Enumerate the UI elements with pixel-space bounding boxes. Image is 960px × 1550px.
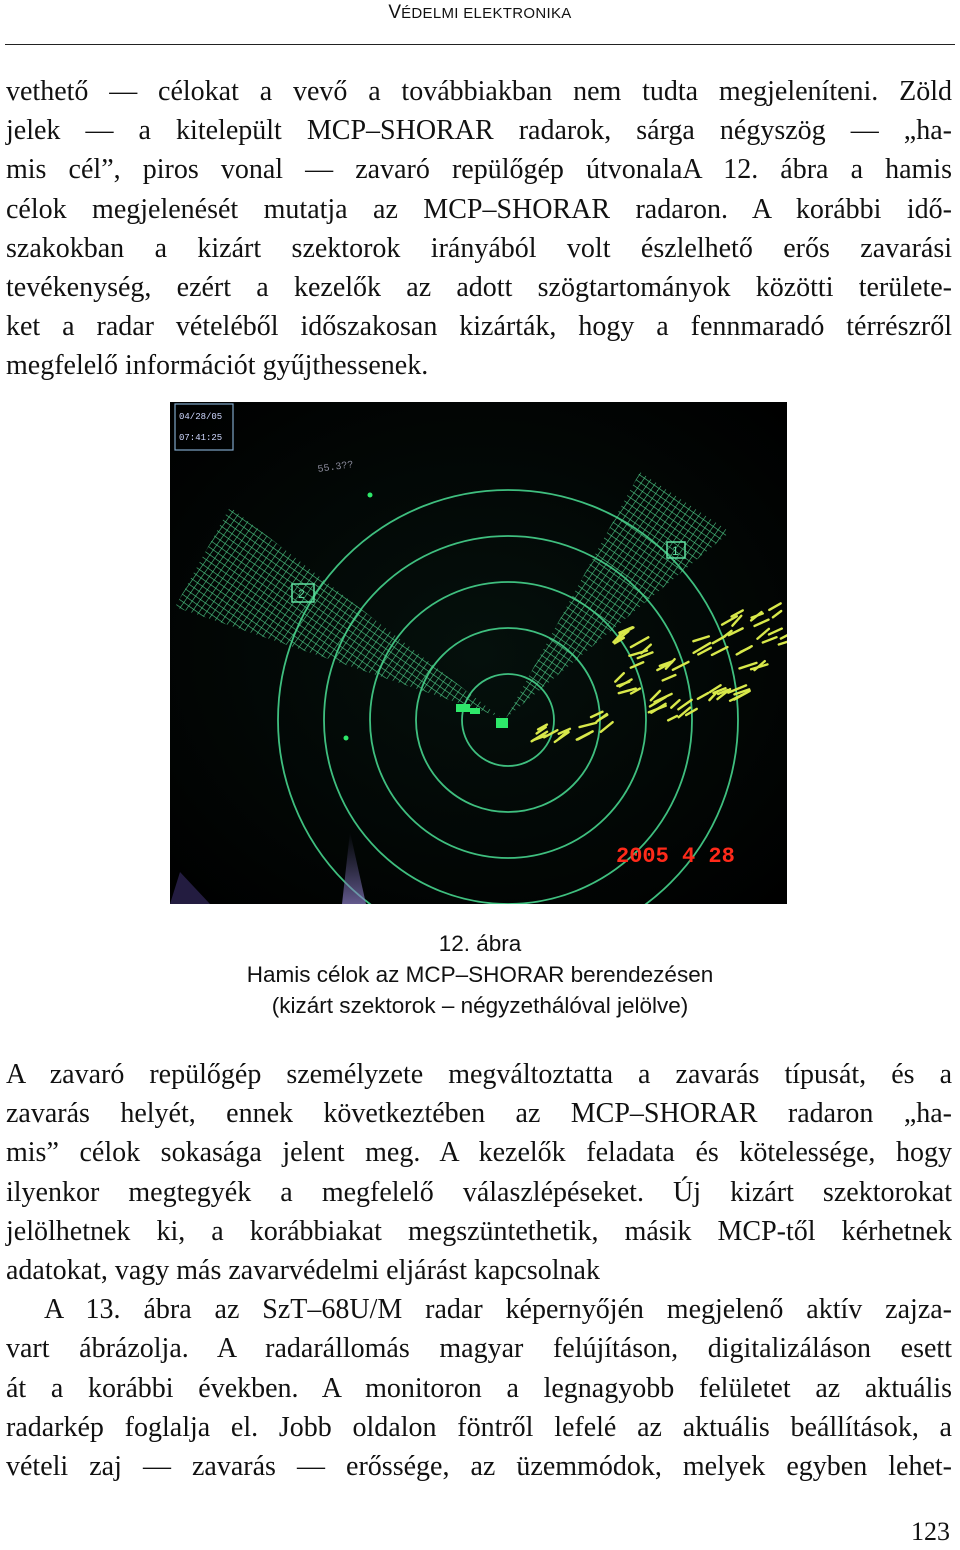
paragraph-1 [6, 72, 952, 386]
station-mark [456, 704, 470, 712]
screen-date: 04/28/05 [179, 412, 223, 422]
text-line: ilyenkor megtegyék a megfelelő válaszlépéseket. Új kizárt szektorokat [6, 1176, 952, 1208]
caption-number: 12. ábra [438, 931, 522, 956]
screen-time: 07:41:25 [179, 433, 223, 443]
text-line: vart ábrázolja. A radarállomás magyar felújításon, digitalizáláson esett [6, 1333, 952, 1365]
text-line: ket a radar vételéből időszakosan kizárták, hogy a fennmaradó térrészről [6, 311, 952, 343]
running-header [0, 2, 960, 24]
sector-1-label: 1 [672, 544, 679, 558]
text-line: vételi zaj — zavarás — erőssége, az üzemmódok, melyek egyben lehet- [6, 1450, 952, 1482]
text-line: megfelelő információt gyűjthessenek. [6, 350, 429, 382]
text-line: mis” célok sokasága jelent meg. A kezelők feladata és kötelessége, hogy [6, 1137, 952, 1169]
header-rest: ÉDELMI ELEKTRONIKA [401, 5, 572, 22]
text-line: át a korábbi években. A monitoron a legnagyobb felületet az aktuális [6, 1372, 952, 1404]
text-line: tevékenység, ezért a kezelők az adott szögtartományok közötti területe- [6, 271, 952, 303]
text-line: jelek — a kitelepült MCP–SHORAR radarok, sárga négyszög — „ha- [6, 115, 952, 147]
sector-2-label: 2 [298, 587, 305, 601]
text-line: adatokat, vagy más zavarvédelmi eljárást kapcsolnak [6, 1254, 600, 1286]
text-line: jelölhetnek ki, a korábbiakat megszüntethetik, másik MCP-től kérhetnek [6, 1215, 952, 1247]
radar-display [170, 402, 787, 904]
header-initial: V [388, 2, 402, 23]
text-line: radarkép foglalja el. Jobb oldalon föntről lefelé az aktuális beállítások, a [6, 1411, 952, 1443]
radar-screen-photo [170, 402, 787, 904]
station-mark [344, 736, 349, 741]
caption-subtitle: (kizárt szektorok – négyzethálóval jelölve) [271, 993, 689, 1018]
figure-caption [0, 928, 960, 1021]
corner-text: 55.3?? [317, 460, 355, 476]
photo-date-stamp: 2005 4 28 [616, 844, 735, 869]
text-line: zavarás helyét, ennek következtében az MCP–SHORAR radaron „ha- [6, 1098, 952, 1130]
page-number: 123 [911, 1517, 950, 1546]
station-mark [470, 708, 480, 714]
text-line: vethető — célokat a vevő a továbbiakban nem tudta megjeleníteni. Zöld [6, 76, 952, 107]
text-line: A 13. ábra az SzT–68U/M radar képernyőjén megjelenő aktív zajza- [44, 1294, 952, 1326]
paragraph-2 [6, 1055, 952, 1486]
station-mark [368, 493, 373, 498]
text-line: célok megjelenését mutatja az MCP–SHORAR radaron. A korábbi idő- [6, 193, 952, 225]
caption-title: Hamis célok az MCP–SHORAR berendezésen [246, 962, 714, 987]
text-line: szakokban a kizárt szektorok irányából volt észlelhető erős zavarási [6, 232, 952, 264]
text-line: mis cél”, piros vonal — zavaró repülőgép útvonalaA 12. ábra a hamis [6, 154, 952, 186]
header-rule [5, 44, 955, 45]
station-mark [496, 718, 508, 728]
text-line: A zavaró repülőgép személyzete megváltoztatta a zavarás típusát, és a [6, 1059, 952, 1090]
